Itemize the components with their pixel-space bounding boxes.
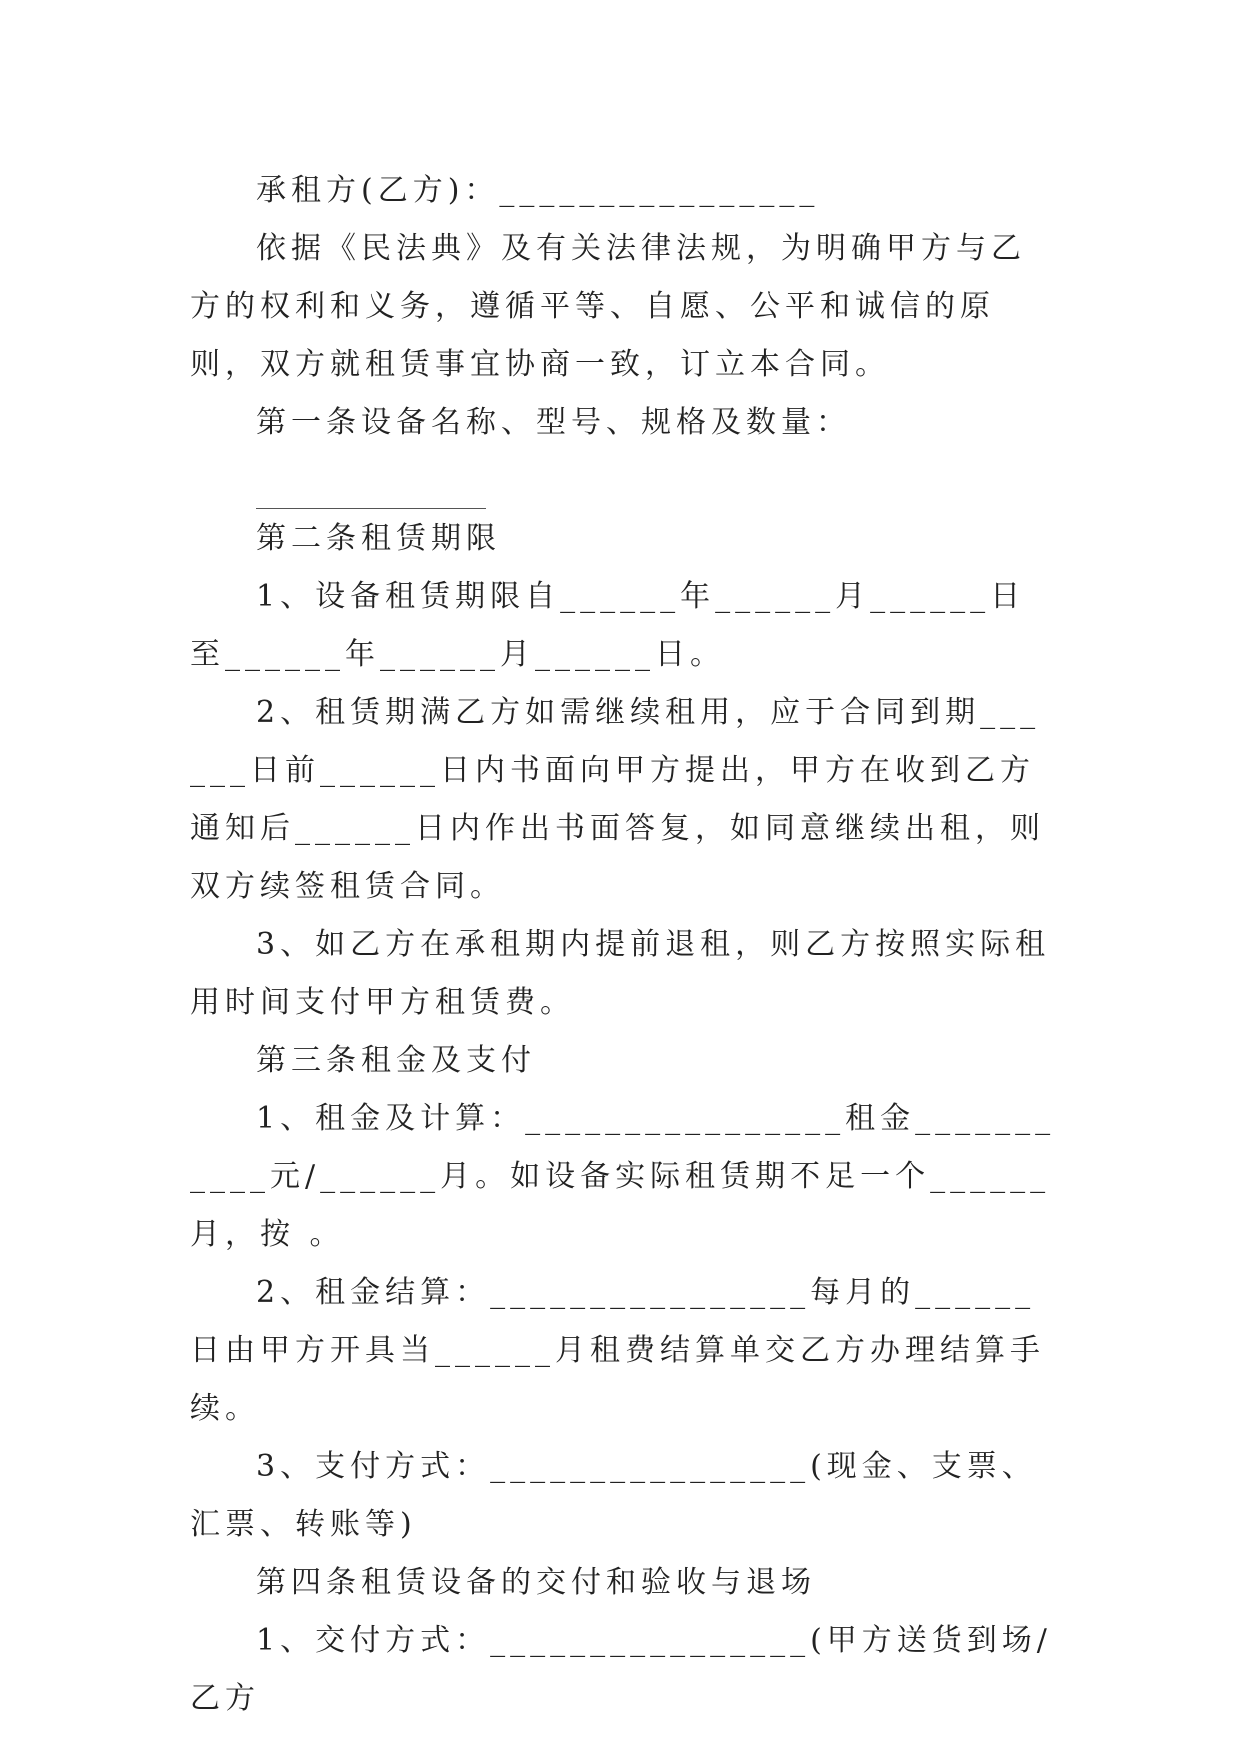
- article-4-clause-1: 1、交付方式：________________(甲方送货到场/乙方: [190, 1623, 1052, 1716]
- preamble-paragraph: 依据《民法典》及有关法律法规，为明确甲方与乙方的权利和义务，遵循平等、自愿、公平和诚信的原则，双方就租赁事宜协商一致，订立本合同。: [190, 231, 1026, 382]
- lessee-line: 承租方(乙方)：________________: [256, 173, 820, 208]
- article-2-clause-3: 3、如乙方在承租期内提前退租，则乙方按照实际租用时间支付甲方租赁费。: [190, 927, 1051, 1020]
- article-2-clause-1: 1、设备租赁期限自______年______月______日至______年______月______日。: [190, 579, 1026, 672]
- article-3-clause-1: 1、租金及计算：________________租金___________元/______月。如设备实际租赁期不足一个______月，按 。: [190, 1101, 1056, 1252]
- article-3-clause-3: 3、支付方式：________________(现金、支票、汇票、转账等): [190, 1449, 1037, 1542]
- fill-in-rule: [256, 484, 486, 509]
- document-body: [190, 162, 1060, 1728]
- equipment-blank-line: [190, 452, 1060, 510]
- article-3-heading: 第三条租金及支付: [256, 1043, 536, 1078]
- article-1-heading: 第一条设备名称、型号、规格及数量：: [256, 405, 851, 440]
- article-2-clause-2: 2、租赁期满乙方如需继续租用，应于合同到期______日前______日内书面向甲方提出，甲方在收到乙方通知后______日内作出书面答复，如同意继续出租，则双方续签租赁合同。: [190, 695, 1045, 904]
- article-2-heading: 第二条租赁期限: [256, 521, 501, 556]
- article-3-clause-2: 2、租金结算：________________每月的______日由甲方开具当______月租费结算单交乙方办理结算手续。: [190, 1275, 1045, 1426]
- article-4-heading: 第四条租赁设备的交付和验收与退场: [256, 1565, 816, 1600]
